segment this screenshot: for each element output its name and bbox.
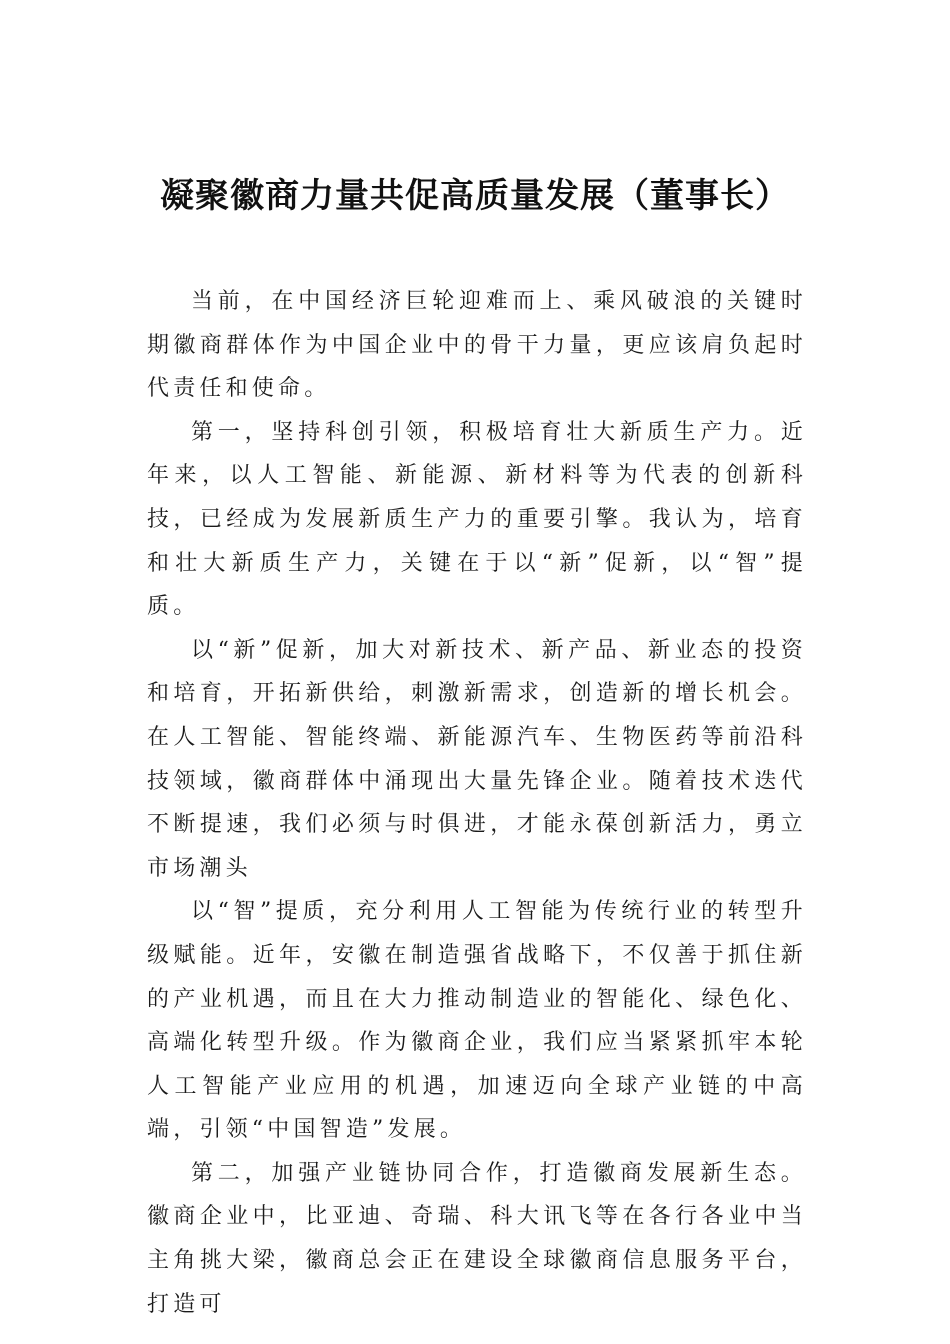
paragraph-innovation: 以“新”促新，加大对新技术、新产品、新业态的投资和培育，开拓新供给，刺激新需求，创造新的增长机会。在人工智能、智能终端、新能源汽车、生物医药等前沿科技领域，徽商群体中涌现出大量先锋企业。随着技术迭代不断提速，我们必须与时俱进，才能永葆创新活力，勇立市场潮头 — [147, 637, 807, 881]
paragraph-first-point: 第一，坚持科创引领，积极培育壮大新质生产力。近年来，以人工智能、新能源、新材料等为代表的创新科技，已经成为发展新质生产力的重要引擎。我认为，培育和壮大新质生产力，关键在于以“新”促新，以“智”提质。 — [147, 419, 807, 620]
paragraph-intro: 当前，在中国经济巨轮迎难而上、乘风破浪的关键时期徽商群体作为中国企业中的骨干力量，更应该肩负起时代责任和使命。 — [147, 289, 807, 402]
paragraph-intelligence: 以“智”提质，充分利用人工智能为传统行业的转型升级赋能。近年，安徽在制造强省战略下，不仅善于抓住新的产业机遇，而且在大力推动制造业的智能化、绿色化、高端化转型升级。作为徽商企业，我们应当紧紧抓牢本轮人工智能产业应用的机遇，加速迈向全球产业链的中高端，引领“中国智造”发展。 — [147, 899, 807, 1143]
document-body — [147, 280, 807, 1326]
document-title: 凝聚徽商力量共促高质量发展（董事长） — [160, 176, 790, 216]
paragraph-second-point: 第二，加强产业链协同合作，打造徽商发展新生态。徽商企业中，比亚迪、奇瑞、科大讯飞等在各行各业中当主角挑大梁，徽商总会正在建设全球徽商信息服务平台，打造可 — [147, 1160, 807, 1317]
